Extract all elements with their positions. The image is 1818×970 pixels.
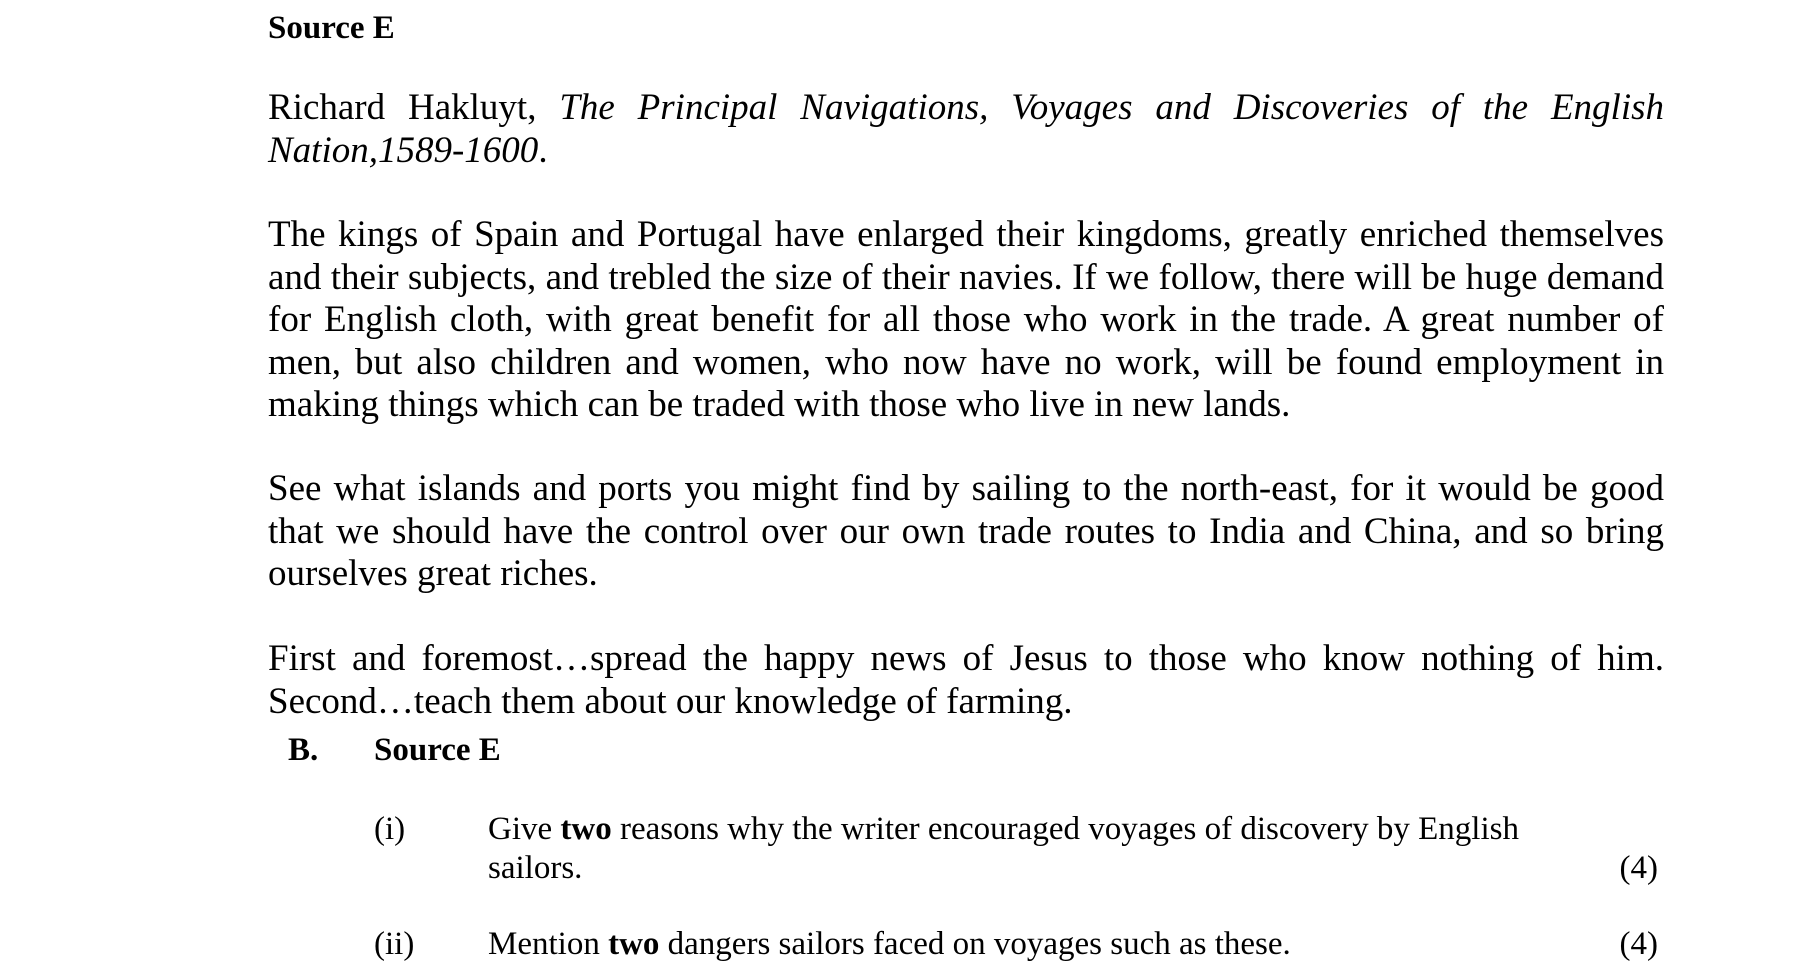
question-emphasis: two: [560, 811, 612, 847]
question-text: [488, 925, 1548, 964]
source-citation: [268, 87, 1664, 172]
question-marks: (4): [1619, 850, 1658, 886]
question-marks: (4): [1619, 926, 1658, 962]
question-text-end: reasons why the writer encouraged voyages of discovery by English sailors.: [488, 811, 1519, 886]
section-heading: [288, 730, 501, 770]
source-paragraph-2: See what islands and ports you might find by sailing to the north-east, for it would be good that we should have the control over our own trade routes to India and China, and so bring ourselves great riches.: [268, 468, 1664, 594]
citation-end: .: [538, 129, 548, 171]
section-title: Source E: [374, 732, 501, 768]
source-paragraph-1: The kings of Spain and Portugal have enlarged their kingdoms, greatly enriched themselves and their subjects, and trebled the size of their navies. If we follow, there will be huge demand for English cloth, with great benefit for all those who work in the trade. A great number of men, but also children and women, who now have no work, will be found employment in making things which can be traded with those who live in new lands.: [268, 214, 1664, 425]
source-heading: Source E: [268, 10, 395, 46]
source-paragraph-3: First and foremost…spread the happy news of Jesus to those who know nothing of him. Second…teach them about our knowledge of farming.: [268, 638, 1664, 722]
question-text-start: Mention: [488, 926, 609, 962]
question-text-start: Give: [488, 811, 561, 847]
citation-title: The Principal Navigations, Voyages and Discoveries of the English Nation,1589-1600: [268, 87, 1665, 171]
question-text-end: dangers sailors faced on voyages such as these.: [659, 926, 1291, 962]
question-text: [488, 810, 1548, 888]
question-number: (ii): [374, 926, 415, 962]
question-emphasis: two: [608, 926, 660, 962]
citation-author: Richard Hakluyt,: [268, 87, 560, 128]
section-letter: B.: [288, 732, 319, 768]
question-number: (i): [374, 811, 406, 847]
